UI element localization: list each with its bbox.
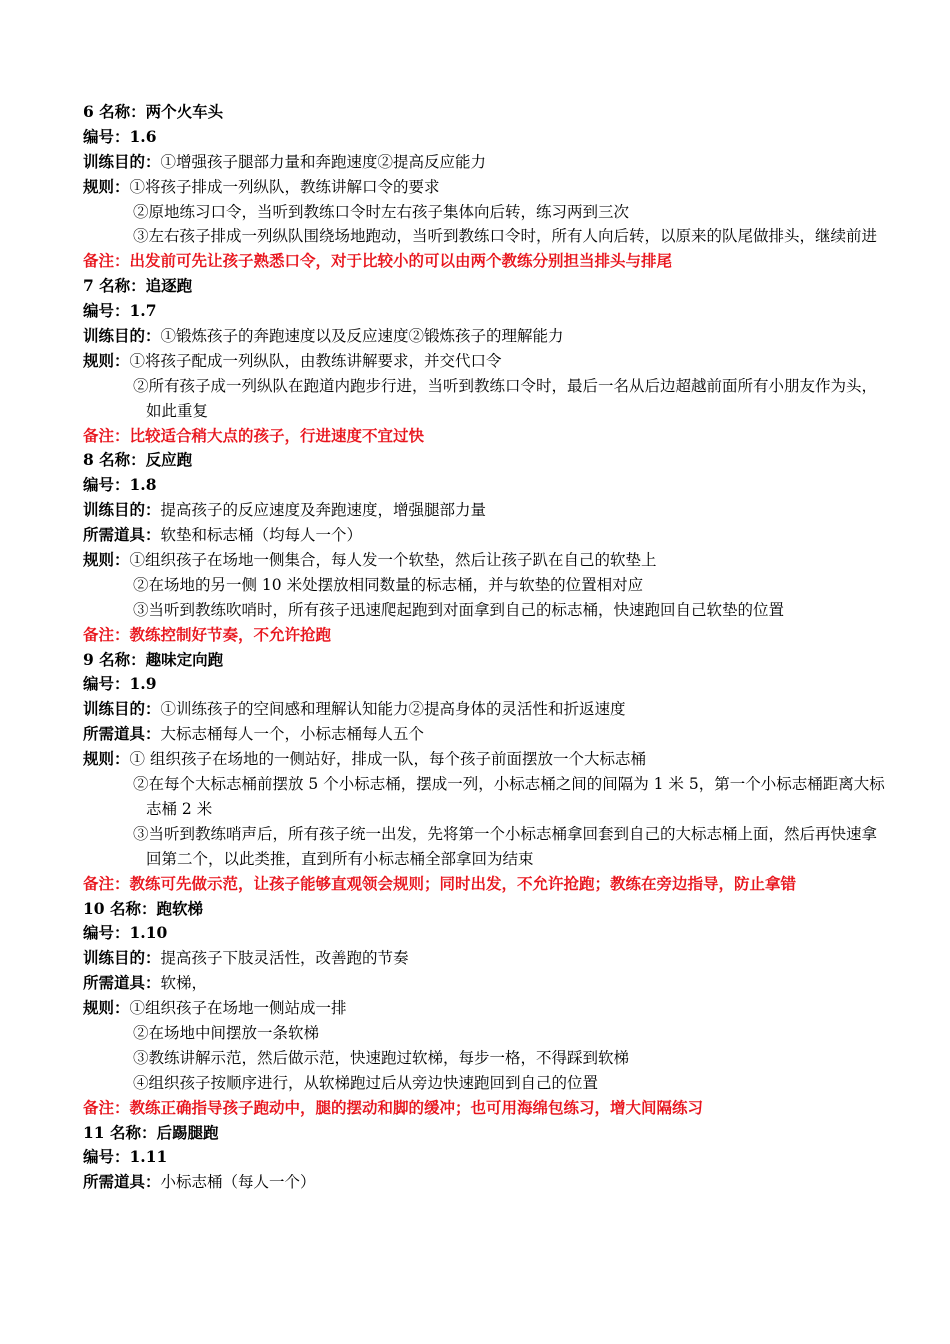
item-heading: 7 名称：追逐跑	[83, 276, 193, 296]
item-heading: 9 名称：趣味定向跑	[83, 649, 224, 669]
item-number-line: 编号：1.10	[83, 923, 168, 943]
item-props-line: 所需道具：大标志桶每人一个，小标志桶每人五个	[83, 724, 425, 744]
item-rule-line: ②在场地的另一侧 10 米处摆放相同数量的标志桶，并与软垫的位置相对应	[133, 575, 644, 594]
item-purpose-line: 训练目的：①增强孩子腿部力量和奔跑速度②提高反应能力	[83, 151, 487, 171]
item-props-line: 所需道具：软梯，	[83, 973, 208, 993]
item-rule-line: ②在场地中间摆放一条软梯	[133, 1023, 320, 1042]
item-note: 备注：教练控制好节奏，不允许抢跑	[83, 624, 332, 644]
item-rule-line: 规则：①将孩子配成一列纵队，由教练讲解要求，并交代口令	[83, 350, 502, 370]
item-purpose-line: 训练目的：①锻炼孩子的奔跑速度以及反应速度②锻炼孩子的理解能力	[83, 326, 564, 346]
item-purpose-line: 训练目的：①训练孩子的空间感和理解认知能力②提高身体的灵活性和折返速度	[83, 699, 626, 719]
item-rule-line: 规则：① 组织孩子在场地的一侧站好，排成一队，每个孩子前面摆放一个大标志桶	[83, 749, 646, 769]
item-rule-line: 规则：①将孩子排成一列纵队，教练讲解口令的要求	[83, 176, 440, 196]
item-props-line: 所需道具：小标志桶（每人一个）	[83, 1172, 316, 1192]
item-number-line: 编号：1.9	[83, 674, 157, 694]
item-number-line: 编号：1.8	[83, 475, 157, 495]
item-purpose-line: 训练目的：提高孩子的反应速度及奔跑速度，增强腿部力量	[83, 500, 487, 520]
item-rule-line: 规则：①组织孩子在场地一侧站成一排	[83, 998, 347, 1018]
item-number-line: 编号：1.6	[83, 126, 157, 146]
item-rule-line: ③左右孩子排成一列纵队围绕场地跑动，当听到教练口令时，所有人向后转，以原来的队尾做排头，继续前进	[133, 227, 878, 246]
item-purpose-line: 训练目的：提高孩子下肢灵活性，改善跑的节奏	[83, 948, 409, 968]
item-note: 备注：比较适合稍大点的孩子，行进速度不宜过快	[83, 425, 425, 445]
item-rule-line: 如此重复	[146, 401, 209, 420]
item-rule-line: 志桶 2 米	[146, 799, 213, 818]
item-heading: 6 名称：两个火车头	[83, 102, 224, 121]
document-page	[83, 100, 943, 1195]
item-rule-line: ③当听到教练吹哨时，所有孩子迅速爬起跑到对面拿到自己的标志桶，快速跑回自己软垫的位置	[133, 600, 785, 619]
item-rule-line: ②在每个大标志桶前摆放 5 个小标志桶，摆成一列，小标志桶之间的间隔为 1 米 5，第一个小标志桶距离大标	[133, 775, 885, 794]
item-rule-line: ②所有孩子成一列纵队在跑道内跑步行进，当听到教练口令时，最后一名从后边超越前面所有小朋友作为头，	[133, 376, 878, 395]
item-heading: 10 名称：跑软梯	[83, 898, 203, 918]
item-note: 备注：教练可先做示范，让孩子能够直观领会规则；同时出发，不允许抢跑；教练在旁边指导，防止拿错	[83, 873, 797, 893]
item-rule-line: ②原地练习口令，当听到教练口令时左右孩子集体向后转，练习两到三次	[133, 202, 630, 221]
item-heading: 8 名称：反应跑	[83, 450, 193, 470]
item-note: 备注：出发前可先让孩子熟悉口令，对于比较小的可以由两个教练分别担当排头与排尾	[83, 251, 673, 271]
item-heading: 11 名称：后踢腿跑	[83, 1122, 219, 1142]
item-rule-line: ③教练讲解示范，然后做示范，快速跑过软梯，每步一格，不得踩到软梯	[133, 1048, 630, 1067]
item-rule-line: ④组织孩子按顺序进行，从软梯跑过后从旁边快速跑回到自己的位置	[133, 1073, 599, 1092]
item-note: 备注：教练正确指导孩子跑动中，腿的摆动和脚的缓冲；也可用海绵包练习，增大间隔练习	[83, 1097, 704, 1117]
item-number-line: 编号：1.7	[83, 301, 157, 321]
item-rule-line: 规则：①组织孩子在场地一侧集合，每人发一个软垫，然后让孩子趴在自己的软垫上	[83, 550, 657, 570]
item-rule-line: 回第二个，以此类推，直到所有小标志桶全部拿回为结束	[146, 849, 534, 868]
item-number-line: 编号：1.11	[83, 1147, 168, 1167]
item-rule-line: ③当听到教练哨声后，所有孩子统一出发，先将第一个小标志桶拿回套到自己的大标志桶上面，然后再快速拿	[133, 824, 878, 843]
item-props-line: 所需道具：软垫和标志桶（均每人一个）	[83, 525, 363, 545]
